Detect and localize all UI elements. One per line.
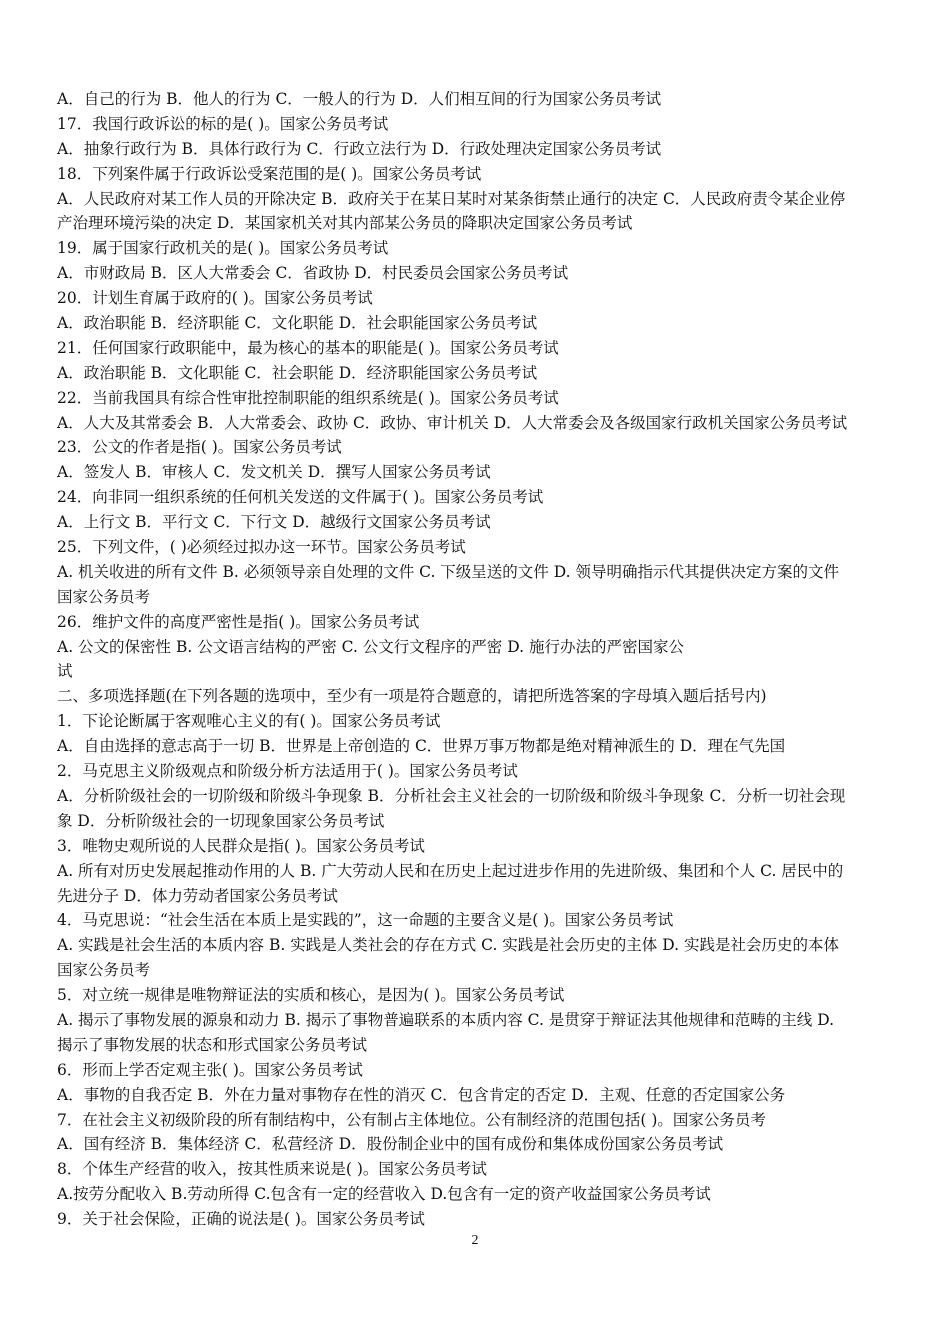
text-line: A．自己的行为 B．他人的行为 C．一般人的行为 D．人们相互间的行为国家公务员考试 xyxy=(57,90,662,108)
text-line: 25．下列文件，( )必须经过拟办这一环节。国家公务员考试 xyxy=(57,538,466,557)
text-line: 17．我国行政诉讼的标的是( )。国家公务员考试 xyxy=(57,114,389,133)
text-line: A. 实践是社会生活的本质内容 B. 实践是人类社会的存在方式 C. 实践是社会历史的主体 D. 实践是社会历史的本体 xyxy=(57,936,839,955)
text-line: A．抽象行政行为 B．具体行政行为 C．行政立法行为 D．行政处理决定国家公务员考试 xyxy=(57,139,662,158)
text-line: A. 机关收进的所有文件 B. 必须领导亲自处理的文件 C. 下级呈送的文件 D. 领导明确指示代其提供决定方案的文件 xyxy=(57,562,839,581)
text-line: 二、多项选择题(在下列各题的选项中，至少有一项是符合题意的，请把所选答案的字母填入题后括号内) xyxy=(57,687,767,706)
text-line: 产治理环境污染的决定 D．某国家机关对其内部某公务员的降职决定国家公务员考试 xyxy=(57,214,633,233)
text-line: A．签发人 B．审核人 C．发文机关 D．撰写人国家公务员考试 xyxy=(57,463,491,482)
text-line: 9．关于社会保险，正确的说法是( )。国家公务员考试 xyxy=(57,1210,425,1229)
text-line: 22．当前我国具有综合性审批控制职能的组织系统是( )。国家公务员考试 xyxy=(57,388,559,407)
text-line: 3．唯物史观所说的人民群众是指( )。国家公务员考试 xyxy=(57,836,425,855)
text-line: 18．下列案件属于行政诉讼受案范围的是( )。国家公务员考试 xyxy=(57,164,482,183)
text-line: A．政治职能 B．经济职能 C．文化职能 D．社会职能国家公务员考试 xyxy=(57,314,538,333)
text-line: A．政治职能 B．文化职能 C．社会职能 D．经济职能国家公务员考试 xyxy=(57,363,538,382)
text-line: 1．下论论断属于客观唯心主义的有( )。国家公务员考试 xyxy=(57,712,441,731)
text-line: 国家公务员考 xyxy=(57,961,151,980)
text-line: 26．维护文件的高度严密性是指( )。国家公务员考试 xyxy=(57,612,420,631)
text-line: A．人大及其常委会 B．人大常委会、政协 C．政协、审计机关 D．人大常委会及各级国家行政机关国家公务员考试 xyxy=(57,413,848,432)
text-line: 2．马克思主义阶级观点和阶级分析方法适用于( )。国家公务员考试 xyxy=(57,762,518,781)
text-line: A．分析阶级社会的一切阶级和阶级斗争现象 B．分析社会主义社会的一切阶级和阶级斗争现象 C．分析一切社会现 xyxy=(57,786,846,805)
text-line: 试 xyxy=(57,662,73,681)
text-line: 24．向非同一组织系统的任何机关发送的文件属于( )。国家公务员考试 xyxy=(57,488,544,507)
text-line: A.按劳分配收入 B.劳动所得 C.包含有一定的经营收入 D.包含有一定的资产收益国家公务员考试 xyxy=(57,1185,711,1204)
text-line: A．市财政局 B．区人大常委会 C．省政协 D．村民委员会国家公务员考试 xyxy=(57,264,569,283)
text-line: A. 公文的保密性 B. 公文语言结构的严密 C. 公文行文程序的严密 D. 施行办法的严密国家公 xyxy=(57,637,684,656)
text-line: 19．属于国家行政机关的是( )。国家公务员考试 xyxy=(57,239,389,258)
text-line: 23．公文的作者是指( )。国家公务员考试 xyxy=(57,438,342,457)
text-line: 4．马克思说：“社会生活在本质上是实践的”，这一命题的主要含义是( )。国家公务员考试 xyxy=(57,911,674,930)
text-line: A．事物的自我否定 B．外在力量对事物存在性的消灭 C．包含肯定的否定 D．主观、任意的否定国家公务 xyxy=(57,1085,786,1104)
text-line: A．上行文 B．平行文 C．下行文 D．越级行文国家公务员考试 xyxy=(57,513,491,532)
text-line: 8．个体生产经营的收入，按其性质来说是( )。国家公务员考试 xyxy=(57,1160,487,1179)
document-body xyxy=(57,87,897,1232)
text-line: 先进分子 D．体力劳动者国家公务员考试 xyxy=(57,886,338,905)
text-line: 21．任何国家行政职能中，最为核心的基本的职能是( )。国家公务员考试 xyxy=(57,338,559,357)
text-line: A. 所有对历史发展起推动作用的人 B. 广大劳动人民和在历史上起过进步作用的先进阶级、集团和个人 C. 居民中的 xyxy=(57,861,844,880)
text-line: 象 D．分析阶级社会的一切现象国家公务员考试 xyxy=(57,811,385,830)
text-line: 20．计划生育属于政府的( )。国家公务员考试 xyxy=(57,289,373,308)
text-line: A. 揭示了事物发展的源泉和动力 B. 揭示了事物普遍联系的本质内容 C. 是贯穿于辩证法其他规律和范畴的主线 D. xyxy=(57,1010,835,1029)
page-number: 2 xyxy=(471,1233,479,1248)
text-line: A．国有经济 B．集体经济 C．私营经济 D．股份制企业中的国有成份和集体成份国家公务员考试 xyxy=(57,1135,724,1154)
text-line: 7．在社会主义初级阶段的所有制结构中，公有制占主体地位。公有制经济的范围包括( )。国家公务员考 xyxy=(57,1110,766,1129)
text-line: 6．形而上学否定观主张( )。国家公务员考试 xyxy=(57,1060,363,1079)
text-line: A．自由选择的意志高于一切 B．世界是上帝创造的 C．世界万事万物都是绝对精神派生的 D．理在气先国 xyxy=(57,737,786,756)
text-line: 5．对立统一规律是唯物辩证法的实质和核心，是因为( )。国家公务员考试 xyxy=(57,986,565,1005)
text-line: 国家公务员考 xyxy=(57,587,151,606)
text-line: A．人民政府对某工作人员的开除决定 B．政府关于在某日某时对某条街禁止通行的决定 C．人民政府责令某企业停 xyxy=(57,189,846,208)
text-line: 揭示了事物发展的状态和形式国家公务员考试 xyxy=(57,1035,368,1054)
